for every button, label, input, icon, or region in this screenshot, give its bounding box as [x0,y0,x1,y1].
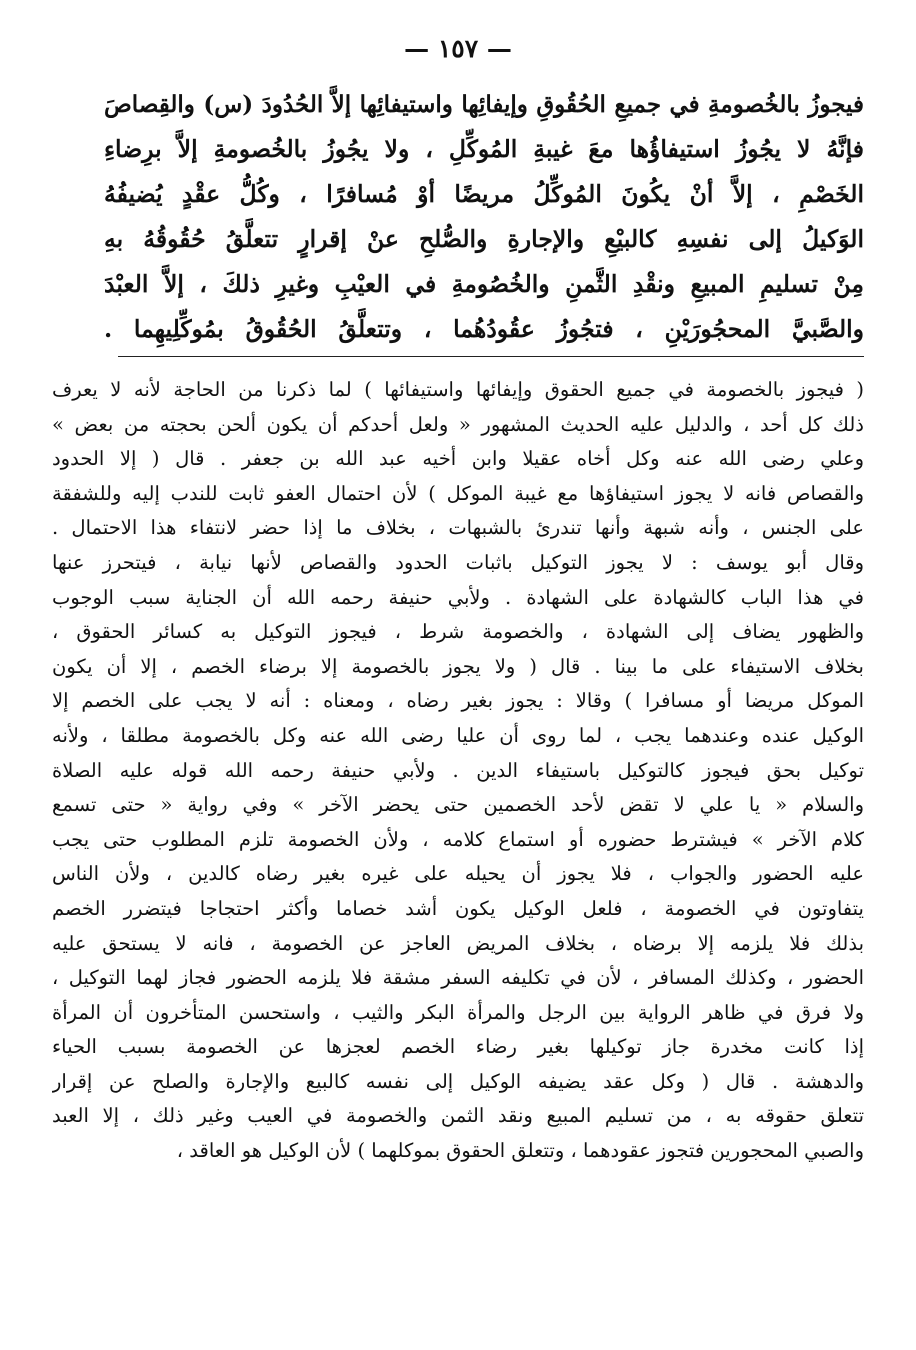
main-text-line: فيجوزُ بالخُصومةِ في جميعِ الحُقُوقِ وإيفائِها واستيفائِها إلاَّ الحُدُودَ (س) والقِصاصَ [104,91,864,118]
main-text-line: الوَكيلُ إلى نفسِهِ كالبيْعِ والإجارةِ والصُّلحِ عنْ إقرارٍ تتعلَّقُ حُقُوقُهُ بهِ [104,225,864,253]
commentary-line: يتفاوتون في الخصومة ، فلعل الوكيل يكون أشد خصاما وأكثر احتجاجا فيتضرر الخصم [52,896,864,920]
commentary-line: على الجنس ، وأنه شبهة وأنها تندرئ بالشبهات ، بخلاف ما إذا حضر لانتفاء هذا الاحتمال . [52,516,864,540]
commentary-line: إذا كانت مخدرة جاز توكيلها بغير رضاء الخصم لعجزها عن الخصومة بسبب الحياء [52,1035,864,1059]
commentary-line: والدهشة . قال ( وكل عقد يضيفه الوكيل إلى نفسه كالبيع والإجارة والصلح عن إقرار [52,1069,864,1093]
commentary-line: ذلك كل أحد ، والدليل عليه الحديث المشهور « ولعل أحدكم أن يكون ألحن بحجته من بعض » [52,412,864,436]
commentary-line: والصبي المحجورين فتجوز عقودهما ، وتتعلق الحقوق بموكلهما ) لأن الوكيل هو العاقد ، [176,1139,864,1163]
commentary-line: بذلك فلا يلزمه إلا برضاه ، بخلاف المريض العاجز عن الخصومة ، فانه لا يستحق عليه [52,931,864,955]
page-number: — ١٥٧ — [404,34,512,63]
commentary-line: والسلام « يا علي لا تقض لأحد الخصمين حتى يحضر الآخر » وفي رواية « حتى تسمع [52,793,864,817]
main-text-line: مِنْ تسليمِ المبيعِ ونقْدِ الثَّمنِ والخُصُومةِ في العيْبِ وغيرِ ذلكَ ، إلاَّ العبْدَ [104,270,864,298]
commentary-line: والقصاص فانه لا يجوز استيفاؤها مع غيبة الموكل ) لأن احتمال العفو ثابت للندب إليه وللشفقة [52,481,864,505]
commentary-line: الموكل مريضا أو مسافرا ) وقالا : يجوز بغير رضاه ، ومعناه : أنه لا يجب على الخصم إلا [52,689,864,713]
commentary-line: ولا فرق في ظاهر الرواية بين الرجل والمرأة البكر والثيب ، واستحسن المتأخرون أن المرأة [52,1000,864,1024]
commentary-line: الوكيل عنده وعندهما يجب ، لما روى أن عليا رضى الله عنه وكل بالخصومة مطلقا ، ولأنه [52,723,864,747]
commentary-line: والظهور يضاف إلى الشهادة ، والخصومة شرط ، فيجوز التوكيل به كسائر الحقوق ، [52,620,864,644]
section-divider [118,356,864,357]
commentary-line: في هذا الباب كالشهادة على الشهادة . ولأبي حنيفة رحمه الله أن الجناية سبب الوجوب [52,585,864,609]
commentary-line: تتعلق حقوقه به ، من تسليم المبيع ونقد الثمن والخصومة في العيب وغير ذلك ، إلا العبد [52,1104,864,1128]
commentary-line: كلام الآخر » فيشترط حضوره أو استماع كلامه ، ولأن الخصومة تلزم المطلوب حتى يجب [52,827,864,851]
commentary-line: وقال أبو يوسف : لا يجوز التوكيل باثبات الحدود والقصاص لأنها نيابة ، فيتحرز عنها [52,550,864,574]
main-text [104,82,864,352]
main-text-line: فإنَّهُ لا يجُوزُ استيفاؤُها معَ غيبةِ المُوكِّلِ ، ولا يجُوزُ بالخُصومةِ إلاَّ برِضاءِ [104,135,864,163]
commentary-line: بخلاف الاستيفاء على ما بينا . قال ( ولا يجوز بالخصومة إلا برضاء الخصم ، إلا أن يكون [52,654,864,678]
main-text-line: والصَّبيَّ المحجُورَيْنِ ، فتجُوزُ عقُودُهُما ، وتتعلَّقُ الحُقُوقُ بمُوكِّلِيهِما . [104,315,864,343]
commentary-text [52,373,864,1169]
commentary-line: ( فيجوز بالخصومة في جميع الحقوق وإيفائها واستيفائها ) لما ذكرنا من الحاجة لأنه لا يعرف [52,378,864,401]
commentary-line: وعلي رضى الله عنه وكل أخاه عقيلا وابن أخيه عبد الله بن جعفر . قال ( إلا الحدود [52,447,864,471]
main-text-line: الخَصْمِ ، إلاَّ أنْ يكُونَ المُوكِّلُ مريضًا أوْ مُسافرًا ، وكُلُّ عقْدٍ يُضيفُهُ [104,180,864,208]
commentary-line: توكيل بحق فيجوز كالتوكيل باستيفاء الدين . ولأبي حنيفة رحمه الله قوله عليه الصلاة [52,758,864,782]
commentary-line: الحضور ، وكذلك المسافر ، لأن في تكليفه السفر مشقة فلا يلزمه الحضور فجاز لهما التوكيل ، [52,966,864,990]
commentary-line: عليه الحضور والجواب ، فلا يجوز أن يحيله على غيره بغير رضاه كالدين ، ولأن الناس [52,862,864,886]
